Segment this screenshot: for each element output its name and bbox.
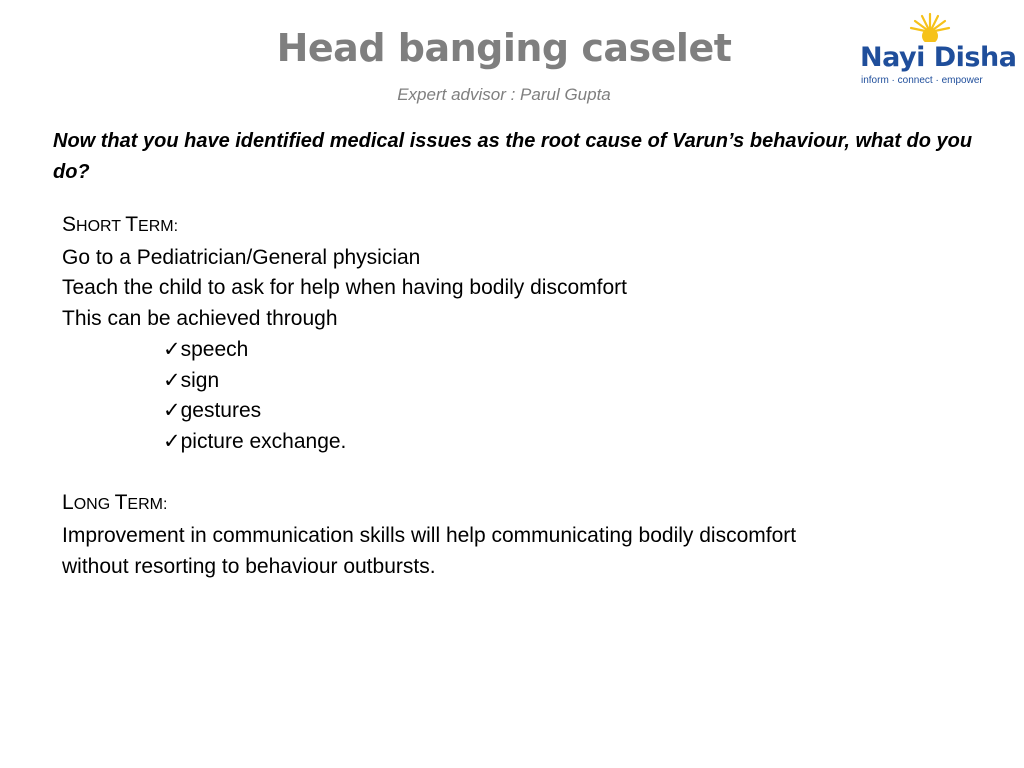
long-term-line: Improvement in communication skills will help communicating bodily discomfort xyxy=(62,524,797,548)
checkmark-icon: ✓ xyxy=(163,337,181,361)
slide-subtitle: Expert advisor : Parul Gupta xyxy=(397,85,611,104)
short-term-line: Teach the child to ask for help when having bodily discomfort xyxy=(62,276,627,300)
check-item: ✓sign xyxy=(163,368,220,392)
checkmark-icon: ✓ xyxy=(163,368,181,392)
logo-name: Nayi Disha xyxy=(860,42,1017,73)
check-item: ✓gestures xyxy=(163,399,262,423)
short-term-line: Go to a Pediatrician/General physician xyxy=(62,245,421,269)
sun-rays-icon xyxy=(906,12,954,42)
answer-content xyxy=(62,210,962,582)
short-term-line: This can be achieved through xyxy=(62,307,338,331)
checkmark-icon: ✓ xyxy=(163,399,181,423)
long-term-line: without resorting to behaviour outbursts. xyxy=(62,554,436,578)
logo-tagline: inform · connect · empower xyxy=(861,75,983,86)
checkmark-icon: ✓ xyxy=(163,429,181,453)
nayi-disha-logo xyxy=(856,12,1017,86)
spacer xyxy=(62,458,962,489)
short-term-heading: SHORT TERM: xyxy=(62,213,179,236)
check-item: ✓picture exchange. xyxy=(163,429,347,453)
slide-title: Head banging caselet xyxy=(276,26,732,70)
long-term-heading: LONG TERM: xyxy=(62,491,168,515)
question-text: Now that you have identified medical issues as the root cause of Varun’s behaviour, what do you do? xyxy=(53,130,973,183)
check-item: ✓speech xyxy=(163,337,249,361)
